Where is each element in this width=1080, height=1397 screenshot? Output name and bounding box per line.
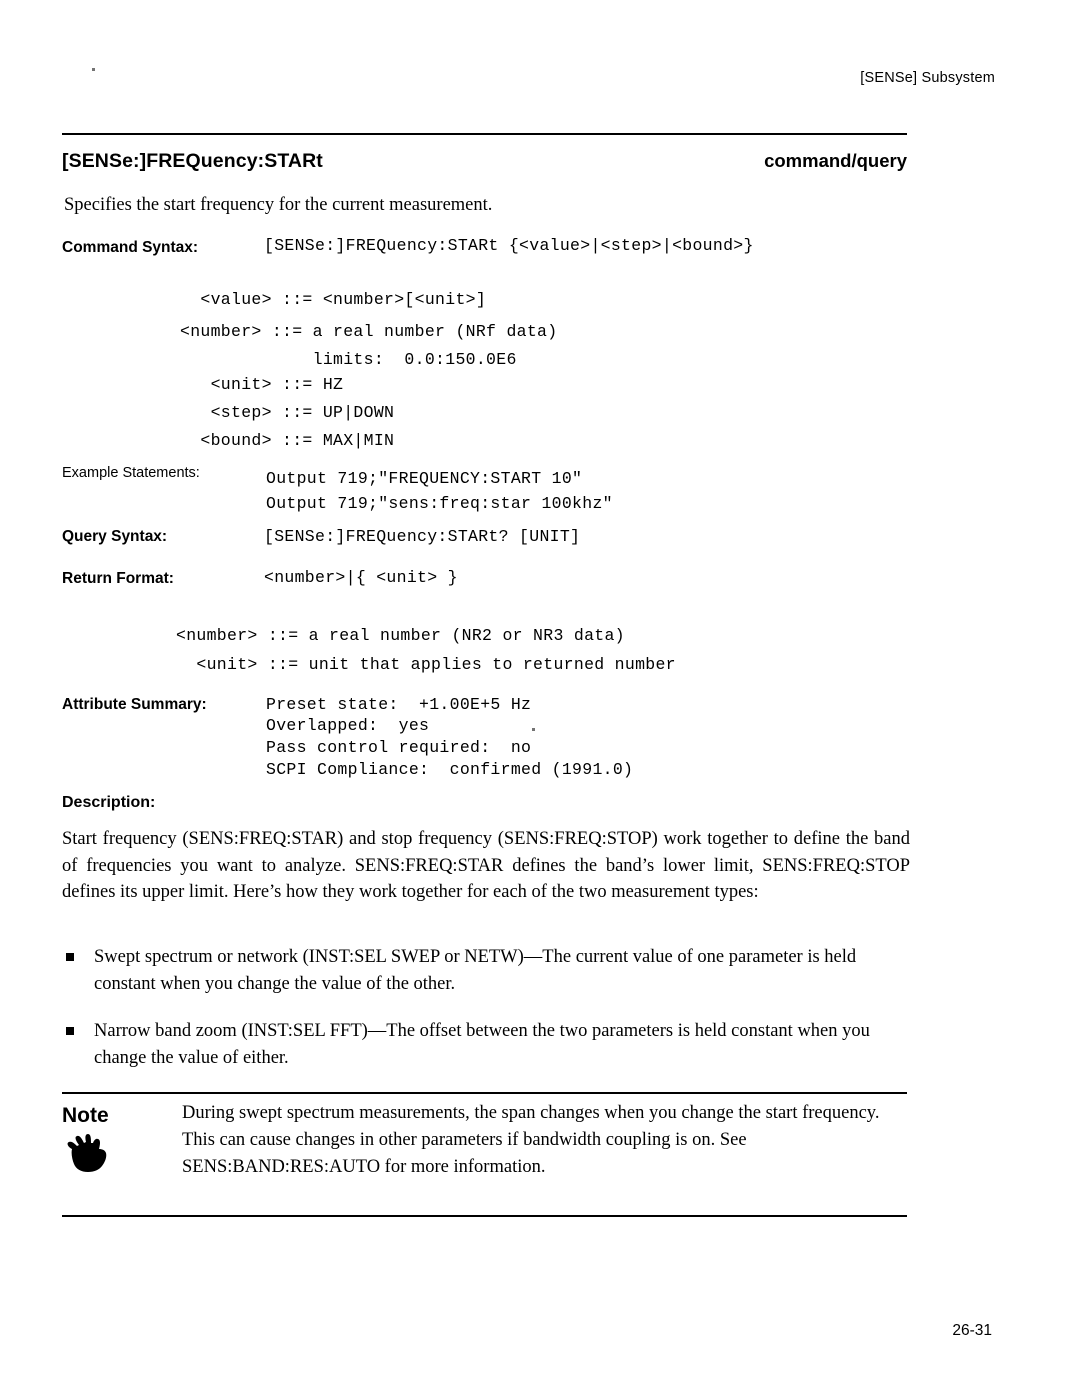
attribute-scpi-compliance: SCPI Compliance: confirmed (1991.0) <box>266 760 634 779</box>
command-kind-label: command/query <box>764 150 907 171</box>
note-bottom-rule <box>62 1215 907 1217</box>
list-item-text: Narrow band zoom (INST:SEL FFT)—The offset between the two parameters is held constant when you change the value of either. <box>94 1021 870 1068</box>
label-example-statements: Example Statements: <box>62 465 200 481</box>
note-text: During swept spectrum measurements, the span changes when you change the start frequency. This can cause changes in other parameters if bandwidth coupling is on. See SENS:BAND:RES:AUTO for more information. <box>182 1103 880 1177</box>
list-item-text: Swept spectrum or network (INST:SEL SWEP or NETW)—The current value of one parameter is held constant when you change the value of the other. <box>94 947 857 994</box>
list-item <box>62 1018 910 1072</box>
label-attribute-summary: Attribute Summary: <box>62 696 207 713</box>
page-speck <box>92 68 95 71</box>
command-title-row <box>62 150 907 173</box>
bnf-line-step: <step> ::= UP|DOWN <box>180 403 395 422</box>
return-bnf-unit: <unit> ::= unit that applies to returned number <box>176 655 676 674</box>
bnf-line-value: <value> ::= <number>[<unit>] <box>180 290 487 309</box>
label-query-syntax: Query Syntax: <box>62 528 168 545</box>
return-bnf-number: <number> ::= a real number (NR2 or NR3 data) <box>176 626 625 645</box>
page-title: [SENSe:]FREQuency:STARt <box>62 150 323 172</box>
description-paragraph: Start frequency (SENS:FREQ:STAR) and stop frequency (SENS:FREQ:STOP) work together to define the band of frequencies you want to analyze. SENS:FREQ:STAR defines the band’s lower limit, SENS:FREQ:STOP defines its upper limit. Here’s how they work together for each of the two measurement types: <box>62 829 910 902</box>
bnf-line-unit: <unit> ::= HZ <box>180 375 344 394</box>
return-format-text: <number>|{ <unit> } <box>264 568 458 587</box>
command-syntax-text: [SENSe:]FREQuency:STARt {<value>|<step>|<bound>} <box>264 236 754 255</box>
list-item <box>62 944 910 998</box>
bnf-line-bound: <bound> ::= MAX|MIN <box>180 431 395 450</box>
note-label: Note <box>62 1104 109 1127</box>
label-description: Description: <box>62 794 156 811</box>
note-top-rule <box>62 1092 907 1094</box>
pointing-hand-icon <box>66 1133 110 1173</box>
attribute-preset-state: Preset state: +1.00E+5 Hz <box>266 695 532 714</box>
example-statement-2: Output 719;"sens:freq:star 100khz" <box>266 494 613 513</box>
query-syntax-text: [SENSe:]FREQuency:STARt? [UNIT] <box>264 527 581 546</box>
page-number: 26-31 <box>952 1322 992 1339</box>
header-rule <box>62 133 907 135</box>
page-speck-2 <box>532 728 535 731</box>
attribute-overlapped: Overlapped: yes <box>266 716 430 735</box>
label-command-syntax: Command Syntax: <box>62 239 199 256</box>
bnf-line-limits: limits: 0.0:150.0E6 <box>180 350 517 369</box>
example-statement-1: Output 719;"FREQUENCY:START 10" <box>266 469 583 488</box>
running-header: [SENSe] Subsystem <box>860 70 995 86</box>
bullet-square-icon <box>66 1027 74 1035</box>
label-return-format: Return Format: <box>62 570 174 587</box>
command-lead-text: Specifies the start frequency for the current measurement. <box>64 195 493 215</box>
bullet-square-icon <box>66 953 74 961</box>
bnf-line-number: <number> ::= a real number (NRf data) <box>180 322 558 341</box>
attribute-pass-control: Pass control required: no <box>266 738 532 757</box>
